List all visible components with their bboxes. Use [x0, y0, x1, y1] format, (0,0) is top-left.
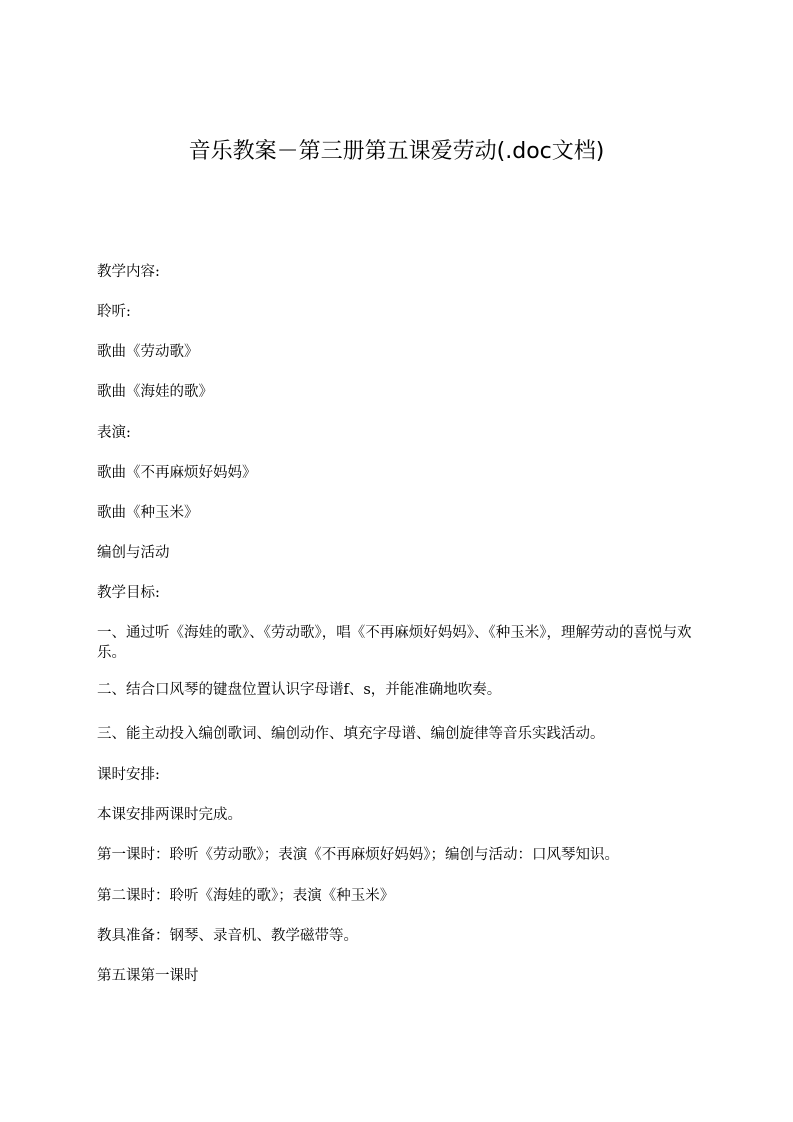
paragraph-teaching-content: 教学内容: [97, 264, 160, 280]
paragraph-song-mama: 歌曲《不再麻烦好妈妈》 [97, 465, 257, 481]
paragraph-performance: 表演: [97, 425, 131, 441]
paragraph-song-corn: 歌曲《种玉米》 [97, 505, 199, 521]
paragraph-schedule: 课时安排: [97, 767, 160, 783]
paragraph-teaching-goals: 教学目标: [97, 585, 160, 601]
paragraph-goal-one: 一、通过听《海娃的歌》、《劳动歌》，唱《不再麻烦好妈妈》、《种玉米》，理解劳动的喜悦与欢乐。 [97, 625, 692, 661]
paragraph-goal-two: 二、结合口风琴的键盘位置认识字母谱f、s，并能准确地吹奏。 [97, 682, 502, 698]
paragraph-lesson-two: 第二课时：聆听《海娃的歌》；表演《种玉米》 [97, 888, 395, 904]
paragraph-listening: 聆听: [97, 304, 131, 320]
paragraph-lesson-one: 第一课时：聆听《劳动歌》；表演《不再麻烦好妈妈》；编创与活动：口风琴知识。 [97, 847, 619, 863]
paragraph-teaching-aids: 教具准备：钢琴、录音机、教学磁带等。 [97, 928, 358, 944]
paragraph-lesson-five-one: 第五课第一课时 [97, 968, 199, 984]
paragraph-two-lessons: 本课安排两课时完成。 [97, 807, 242, 823]
document-title: 音乐教案－第三册第五课爱劳动(.doc文档) [188, 139, 605, 164]
paragraph-song-haiwa: 歌曲《海娃的歌》 [97, 384, 213, 400]
paragraph-creation-activity: 编创与活动 [97, 545, 170, 561]
paragraph-song-labor: 歌曲《劳动歌》 [97, 344, 199, 360]
paragraph-goal-three: 三、能主动投入编创歌词、编创动作、填充字母谱、编创旋律等音乐实践活动。 [97, 726, 605, 742]
